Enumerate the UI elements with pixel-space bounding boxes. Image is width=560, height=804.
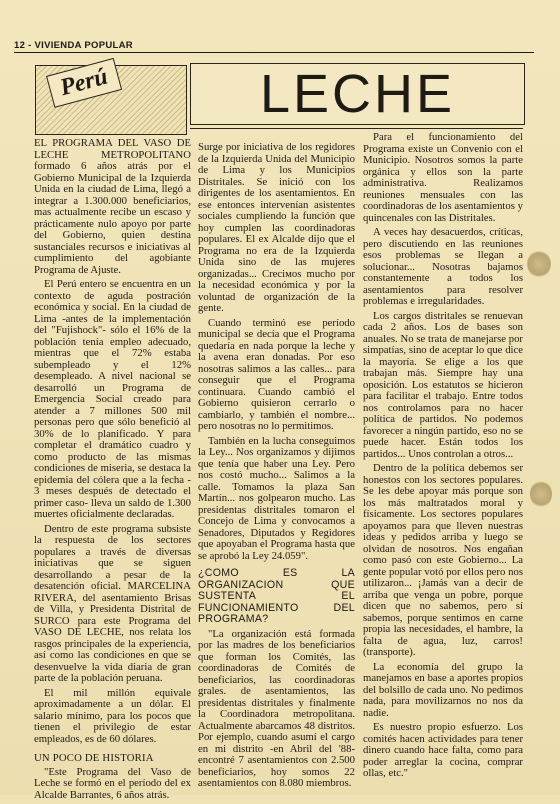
paragraph: Dentro de la política debemos ser honestos con los sectores populares. Se les debe apoyar más porque son los más maltratados moral y físicamente. Los sectores populares apoyamos para que lleven nuestras ideas y pedidos arriba y luego se olvidan de nosotros. Nos engañan como pasó con este Gobierno... La gente popular votó por ellos pero nos utilizaron... ¡Jamás van a decir de arriba que venga un pobre, porque dicen que no sabemos, pero sí sabemos, porque sentimos en carne propia las necesidades, el hambre, la falta de agua, luz, carros! (transporte). <box>363 462 523 658</box>
paragraph: A veces hay desacuerdos, críticas, pero discutiendo en las reuniones esos problemas se llegan a solucionar... Nosotras bajamos constantemente a todos los asentamientos para resolver problemas e irregularidades. <box>363 226 523 307</box>
paragraph: Para el funcionamiento del Programa existe un Convenio con el Municipio. Nosotros somos la parte orgánica y ellos son la parte administrativa. Realizamos reuniones mensuales con las coordinadoras de los asentamientos y quincenales con las Distritales. <box>363 131 523 224</box>
paragraph: El Perú entero se encuentra en un contexto de aguda postración económica y social. En la ciudad de Lima -antes de la implementación del "Fujishock"- sólo el 16% de la población tenía empleo adecuado, mientras que el 72% estaba subempleado y el 12% desempleado. A nivel nacional se desarrolló un Programa de Emergencia Social creado para atender a 7 millones 500 mil personas pero que sólo benefició al 30% de lo planificado. Y para completar el dramático cuadro y como producto de las mismas condiciones de miseria, se destaca la epidemia del cólera que a la fecha - 3 meses después de detectado el primer caso- lleva un saldo de 1.300 muertes oficialmente declaradas. <box>34 278 191 520</box>
paragraph: "Este Programa del Vaso de Leche se formó en el período del ex Alcalde Barrantes, 6 años atrás. <box>34 765 191 801</box>
paragraph: La economía del grupo la manejamos en base a aportes propios del bolsillo de cada uno. No pedimos nada, para movilizarnos no nos da nadie. <box>363 660 523 719</box>
paragraph: Los cargos distritales se renuevan cada 2 años. Los de bases son anuales. No se trata de manejarse por simpatías, sino de aceptar lo que dice la mayoría. Se elige a los que trabajan más. Siempre hay una oposición. Los estatutos se hicieron para facilitar el trabajo. Entre todos nos controlamos para no hacer política de partidos. No podemos favorecer a ningún partido, eso no se puede hacer. Están todos los partidos... Unos controlan a otros... <box>363 309 523 460</box>
headline-box <box>190 63 525 125</box>
section-heading: UN POCO DE HISTORIA <box>34 752 154 764</box>
paragraph: Cuando terminó ese período municipal se decía que el Programa quedaría en nada porque la leche y la avena eran donadas. Por eso nosotras salimos a las calles... para conseguir que el Programa continuara. Cuando cambió el Gobierno quisieron cerrarlo o cambiarlo, y también el nombre... pero nosotras no lo permitimos. <box>198 316 355 432</box>
paper-clip-hole <box>530 480 552 508</box>
headline-rule <box>190 128 523 129</box>
paragraph: El mil millón equivale aproximadamente a un dólar. El salario mínimo, para los pocos que tienen el privilegio de estar empleados, es de 60 dólares. <box>34 686 191 745</box>
section-heading: ¿COMO ES LA ORGANIZACION QUE SUSTENTA EL FUNCIONAMIENTO DEL PROGRAMA? <box>198 567 355 625</box>
article-column-1 <box>34 138 191 804</box>
paragraph: Dentro de este programa subsiste la respuesta de los sectores populares a través de diversas iniciativas que se siguen desarrollando a pesar de la desatención oficial. MARCELINA RIVERA, del asentamiento Brisas de Villa, y Presidenta Distrital de SURCO para este Programa del VASO DE LECHE, nos relata los rasgos principales de la experiencia, así como las condiciones en que se desenvuelve la vida diaria de gran parte de la población peruana. <box>34 522 191 684</box>
paragraph: Es nuestro propio esfuerzo. Los comités hacen actividades para tener dinero cuando hace falta, como para poder arreglar la cocina, comprar ollas, etc." <box>363 721 523 779</box>
header-rule <box>14 52 534 53</box>
article-column-2 <box>198 142 355 793</box>
page-header: 12 - VIVIENDA POPULAR <box>14 40 133 51</box>
lead-paragraph: EL PROGRAMA DEL VASO DE LECHE METROPOLITANO formado 6 años atrás por el Gobierno Municipal de la Izquierda Unida en la ciudad de Lima, llegó a integrar a 1.300.000 beneficiarios, mas actualmente recibe un escaso y prácticamente nulo apoyo por parte del Gobierno, quien destina sustanciales recursos e iniciativas al cumplimiento del agobiante Programa de Ajuste. <box>34 137 191 276</box>
paragraph: Surge por iniciativa de los regidores de la Izquierda Unida del Municipio de Lima y los Municipios Distritales. Se inició con los dirigentes de los asentamientos. En ese entonces intervenían asistentes sociales cumpliendo la función que hoy cumplen las coordinadoras populares. El ex Alcalde dijo que el Programa no era de la Izquierda Unida sino de las mujeres organizadas... Creciмos mucho por la necesidad económica y por la voluntad de organización de la gente. <box>198 141 355 314</box>
article-column-3 <box>363 132 523 783</box>
paragraph: También en la lucha conseguimos la Ley... Nos organizamos y dijimos que tenía que haber una Ley. Pero nos costó mucho... Salimos a la calle. Tomamos la plaza San Martín... nos golpearon mucho. Las presidentas distritales tomaron el Concejo de Lima y convocamos a Senadores, Diputados y Regidores que apoyaban el Programa hasta que se aprobó la Ley 24.059". <box>198 434 355 562</box>
country-label: Perú <box>46 58 122 108</box>
paper-clip-hole <box>527 250 551 278</box>
paragraph: "La organización está formada por las madres de los beneficiarios que forman los Comités, las coordinadoras de Comités de beneficiarios, las coordinadoras grales. de asentamientos, las presidentas distritales y finalmente la Coordinadora metropolitana. Actualmente abarcamos 48 distritos. Por ejemplo, cuando asumí el cargo en mi distrito -en Abril del '88- encontré 7 asentamientos con 2.500 beneficiarios, hoy somos 22 asentamientos con 8.080 miembros. <box>198 627 355 789</box>
headline: LECHE <box>259 64 456 124</box>
